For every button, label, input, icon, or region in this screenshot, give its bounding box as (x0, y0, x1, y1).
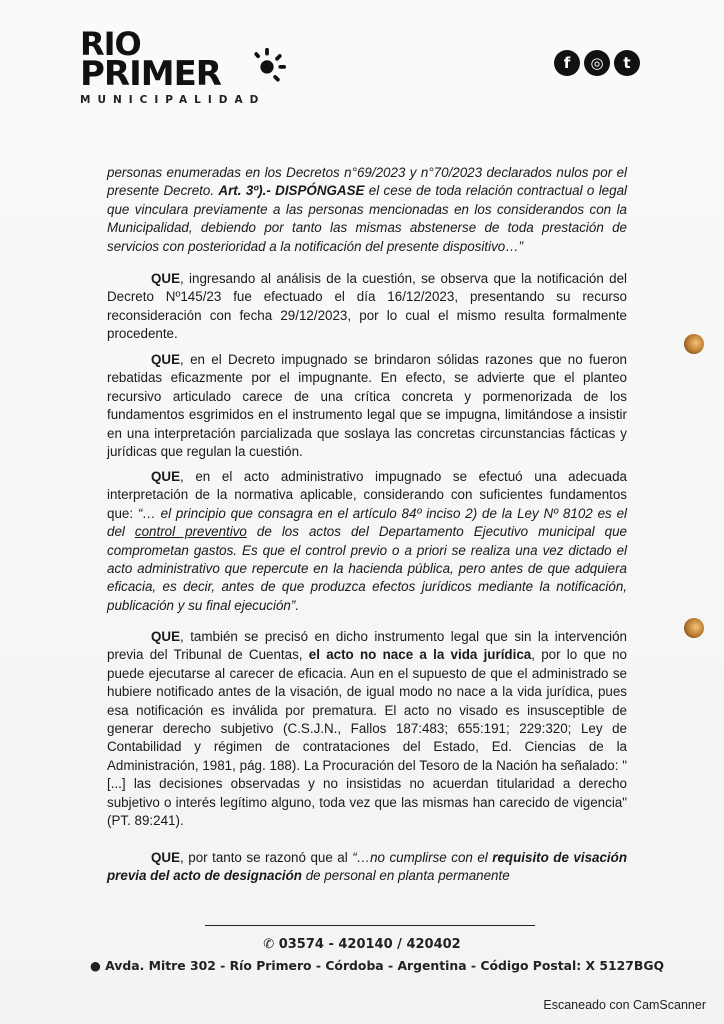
phone-number: 03574 - 420140 / 420402 (278, 937, 461, 952)
punch-hole-top (684, 334, 704, 354)
social-icons (554, 50, 640, 76)
paragraph-notification (107, 270, 627, 344)
p5-text-c: , por lo que no puede ejecutarse al carecer de eficacia. Aun en el supuesto de que el administrado se hubiere notificado antes de la visación, de igual modo no nace a la vida jurídica, pues esa notificación es inválida por prematura. El acto no visado es insusceptible de generar derecho subjetivo (C.S.J.N., Fallos 187:483; 655:191; 229:320; Ley de Contabilidad y régimen de contrataciones del Estado, Ed. Ciencias de la Administración, 1981, pág. 188). La Procuración del Tesoro de la Nación ha señalado: "[...] las decisiones observadas y no insistidas no acuerdan titularidad a derecho subjetivo o interés legítimo alguno, toda vez que las mismas han carecido de vigencia" (PT. 89:241). (107, 647, 627, 829)
p4-control-preventivo: control preventivo (134, 524, 247, 540)
p2-que: QUE (151, 271, 181, 286)
address-text: Avda. Mitre 302 - Río Primero - Córdoba - Argentina - Código Postal: X 5127BGQ (105, 958, 665, 973)
paragraph-tribunal (107, 628, 627, 830)
p3-text: , en el Decreto impugnado se brindaron sólidas razones que no fueron rebatidas eficazmente por el impugnante. En efecto, se advierte que el planteo recursivo articulado carece de una crítica concreta y pormenorizada de los fundamentos esgrimidos en el instrumento legal que se impugna, limitándose a insistir en una interpretación parcializada que soslaya las concretas circunstancias fácticas y jurídicas que regulan la cuestión. (107, 352, 627, 460)
p6-text-c: requisito de visación previa del acto de designación (107, 850, 628, 884)
p5-text-b: el acto no nace a la vida jurídica (308, 647, 532, 663)
footer-address (90, 958, 665, 973)
location-pin-icon: ● (90, 958, 101, 973)
p5-text-a: , también se precisó en dicho instrumento legal que sin la intervención previa del Tribunal de Cuentas, (107, 629, 627, 663)
p6-text-b: “…no cumplirse con el (352, 850, 493, 865)
logo-line-2: PRIMER (80, 54, 221, 94)
p4-que: QUE (151, 469, 181, 484)
facebook-icon[interactable]: f (554, 50, 580, 76)
p2-text: , ingresando al análisis de la cuestión, se observa que la notificación del Decreto Nº145/23 fue efectuado el día 16/12/2023, presentando su recurso reconsideración con fecha 29/12/2023, por lo cual el mismo resulta formalmente procedente. (107, 271, 627, 342)
p1-text-c: el cese de toda relación contractual o legal que vinculara previamente a las personas mencionadas en los considerandos con la Municipalidad, debiendo por tanto las mismas abstenerse de toda prestación de servicios con posterioridad a la notificación del presente dispositivo…” (107, 183, 627, 254)
p4-text: , en el acto administrativo impugnado se efectuó una adecuada interpretación de la normativa aplicable, considerando con suficientes fundamentos que: (107, 469, 627, 521)
footer-phone (0, 937, 724, 952)
paragraph-reasons (107, 351, 627, 461)
logo-subtitle: MUNICIPALIDAD (80, 94, 266, 106)
paragraph-interpretation (107, 468, 627, 615)
sun-emblem-icon (248, 46, 286, 84)
p6-text-d: de personal en planta permanente (301, 868, 510, 884)
scanner-watermark: Escaneado con CamScanner (543, 998, 706, 1012)
phone-icon: ✆ (263, 937, 275, 952)
p6-text-a: , por tanto se razonó que al (180, 850, 353, 865)
instagram-icon[interactable]: ◎ (584, 50, 610, 76)
logo-line-1: RIO (80, 25, 141, 63)
p3-que: QUE (151, 352, 181, 367)
p5-que: QUE (151, 629, 181, 644)
p4-quote-1: “… el principio que consagra en el artículo 84º inciso 2) de la Ley Nº 8102 es el del (107, 505, 627, 540)
twitter-icon[interactable]: t (614, 50, 640, 76)
footer-divider (205, 925, 535, 926)
p1-article: Art. 3º).- DISPÓNGASE (218, 183, 365, 199)
p6-que: QUE (151, 850, 181, 865)
punch-hole-bottom (684, 618, 704, 638)
municipal-logo (80, 25, 300, 110)
p1-text-a: personas enumeradas en los Decretos n°69/2023 y n°70/2023 declarados nulos por el presente Decreto. (107, 165, 627, 199)
paragraph-conclusion (107, 849, 627, 886)
p4-quote-2: de los actos del Departamento Ejecutivo municipal que comprometan gastos. Es que el control previo o a priori se realiza una vez dictado el acto administrativo que repercute en la hacienda pública, pero antes de que adquiera eficacia, es decir, antes de que produzca efectos jurídicos mediante la notificación, publicación y su final ejecución”. (107, 524, 627, 613)
paragraph-decree-quote (107, 164, 627, 256)
